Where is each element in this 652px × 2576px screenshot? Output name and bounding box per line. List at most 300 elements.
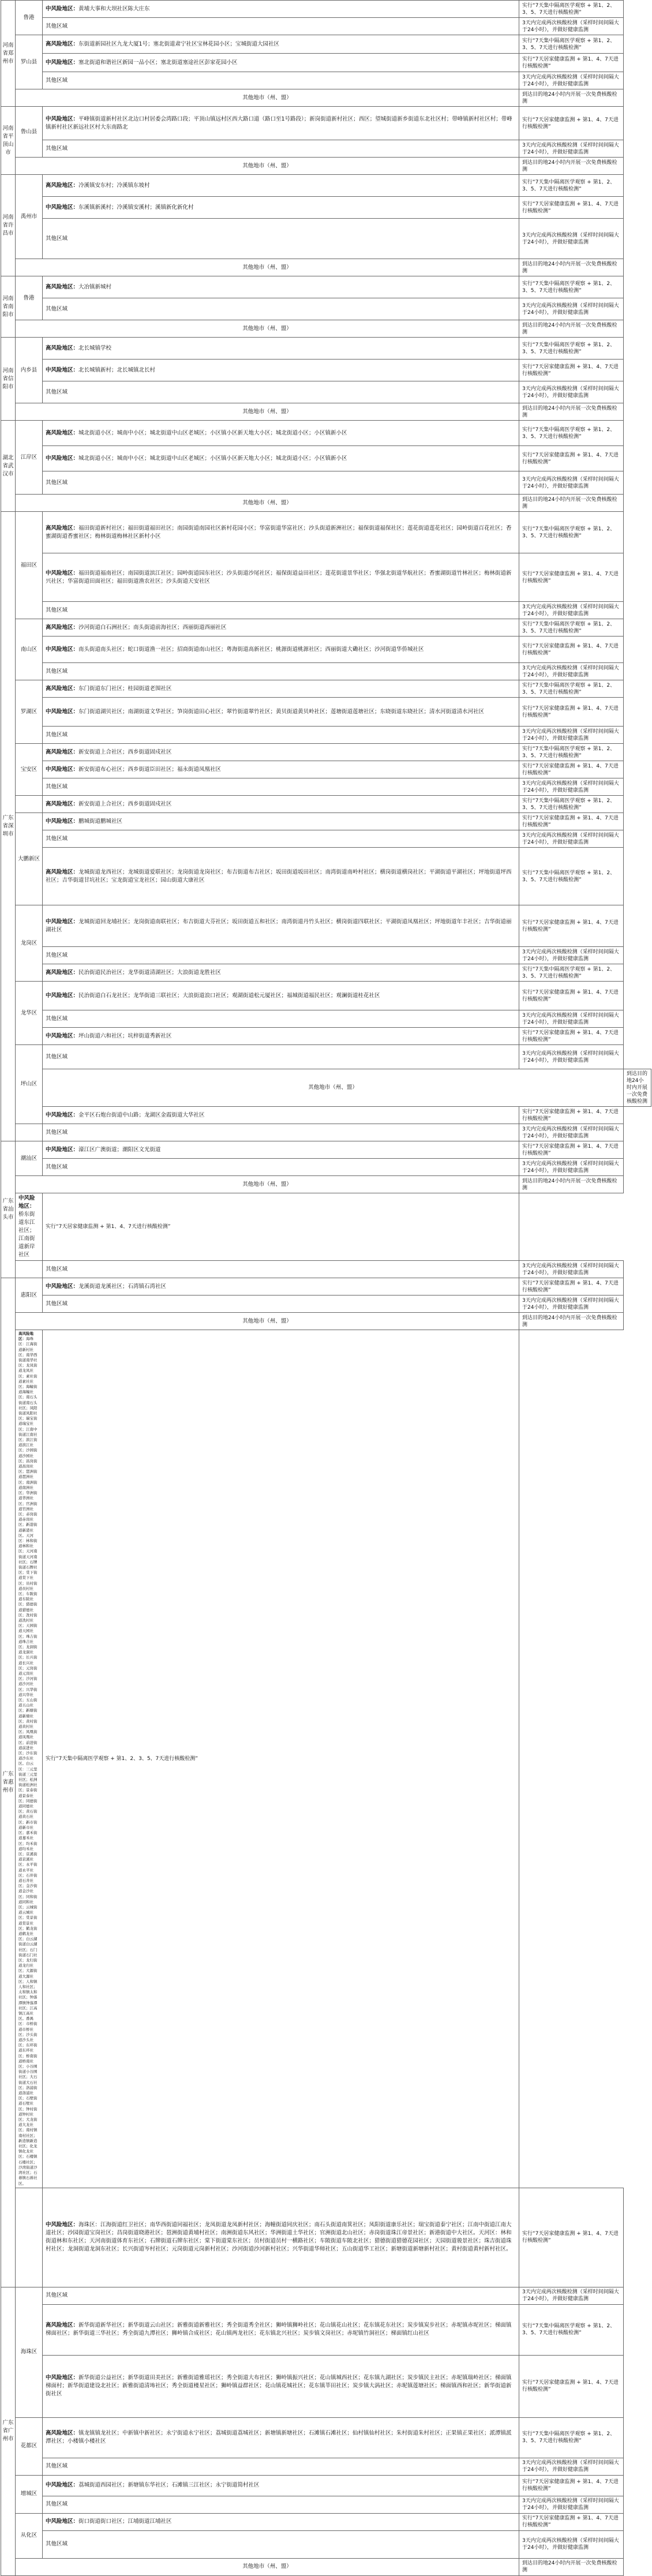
area-cell (43, 446, 519, 471)
table-row (1, 1107, 651, 1124)
table-row (1, 796, 651, 813)
area-cell (43, 1124, 519, 1141)
area-text: 荔城街道西园社区；新塘镇东华社区；石滩镇三江社区；永宁街道简村社区 (78, 2482, 260, 2489)
table-row (1, 848, 651, 905)
area-text: 福田街道新村社区；福田街道福田社区；南园街道南园社区新村花园小区；华富街道华富社区；沙头街道新洲社区；福保街道福保社区；莲花街道莲花社区；园岭街道百花社区；香蜜湖街道香蜜社区；梅林街道梅林社区新村小区 (46, 525, 512, 540)
table-row (1, 107, 651, 140)
area-cell (43, 905, 519, 947)
other-cities-cell: 其他地市（州、盟） (16, 259, 519, 276)
district-cell: 坪山区 (16, 1045, 43, 1124)
risk-level-label: 高风险地区： (46, 2430, 79, 2437)
table-row (1, 680, 651, 698)
control-measure-cell: 实行“7天集中隔离医学观察 + 第1、2、3、5、7天进行核酸检测” (519, 175, 624, 197)
risk-level-label: 中风险地区： (46, 1032, 79, 1039)
district-cell: 大鹏新区 (16, 813, 43, 905)
control-measure-cell: 实行“7天集中隔离医学观察 + 第1、2、3、5、7天进行核酸检测” (519, 619, 624, 636)
district-cell: 惠阳区 (16, 1278, 43, 1313)
area-cell (43, 619, 519, 636)
other-cities-cell: 其他地市（州、盟） (16, 1313, 519, 1330)
district-cell: 宝安区 (16, 744, 43, 796)
area-text: 新安街道布心社区；西乡街道臣田社区；福永街道凤凰社区 (78, 766, 222, 773)
area-text: 其他区域 (46, 235, 68, 242)
control-measure-cell: 3天内完成两次核酸检测（采样时间间隔大于24小时），并做好健康监测 (519, 1159, 624, 1176)
control-measure-cell: 实行“7天集中隔离医学观察 + 第1、2、3、5、7天进行核酸检测” (43, 1330, 519, 2188)
risk-level-label: 高风险地区： (46, 868, 79, 875)
area-cell (43, 381, 519, 403)
area-text: 海珠区：江海街道新村社区；南华西街道南华社区；龙凤街道龙凤社区；素社街道素社社区；海幢街道海幢社区；南石头街道南石头社区；凤阳街道凤阳社区；瑞宝街道瑞宝社区；江南中街道江南社区；滨江街道滨江社区；沙园街道沙园社区；昌岗街道昌岗社区；琶洲街道琶洲社区；南洲街道南洲社区；华洲街道华洲社区；官洲街道官洲社区；赤岗街道赤岗社区；新港街道新港社区。天河区：林和街道林和社区；天河南街道天河南社区；石牌街道石牌社区；棠下街道棠下社区；员村街道员村社区；车陂街道车陂社区；猎德街道猎德社区；冼村街道冼村社区；天园街道天园社区；珠吉街道珠吉社区；龙洞街道龙洞社区；长兴街道长兴社区；元岗街道元岗社区；沙河街道沙河社区；兴华街道兴华社区；五山街道五山社区；新塘街道新塘社区；黄村街道黄村社区；凤凰街道凤凰社区；前进街道前进社区；沙东街道沙东社区。白云区：三元里街道三元里社区；松洲街道松洲社区；景泰街道景泰社区；同德街道同德社区；黄石街道黄石社区；新市街道新市社区；嘉禾街道嘉禾社区；均禾街道均禾社区；京溪街道京溪社区；永平街道永平社区；石井街道石井社区；金沙街道金沙社区；同和街道同和社区；云城街道云城社区；棠景街道棠景社区；鹤龙街道鹤龙社区；白云湖街道白云湖社区；石门街道石门社区；龙归街道龙归社区；大源街道大源社区；人和镇人和社区；太和镇太和社区；钟落潭镇钟落潭社区；江高镇江高社区。番禺区：市桥街道市桥社区；沙头街道沙头社区；东环街道东环社区；桥南街道桥南社区；小谷围街道小谷围社区；大石街道大石社区；洛浦街道洛浦社区；石壁街道石壁社区；钟村街道钟村社区；大龙街道大龙社区；南村镇南村社区；新造镇新造社区；化龙镇化龙社区；石楼镇石楼社区；沙湾街道沙湾社区；石碁镇石碁社区。 (18, 1336, 38, 2186)
table-row (1, 2558, 651, 2575)
area-text: 其他区域 (46, 2501, 68, 2508)
area-text: 城北街道小区；城南中小区；城北街道中山区老城区；小区镇小区新天地大小区；城北街道小区；小区镇新小区 (78, 455, 347, 462)
control-measure-cell: 3天内完成两次核酸检测（采样时间间隔大于24小时），并做好健康监测 (519, 2458, 624, 2475)
control-measure-cell: 3天内完成两次核酸检测（采样时间间隔大于24小时），并做好健康监测 (519, 140, 624, 158)
area-cell (43, 35, 519, 54)
area-text: 其他区域 (46, 668, 68, 675)
area-cell (43, 848, 519, 905)
control-measure-cell: 实行“7天集中隔离医学观察 + 第1、2、3、5、7天进行核酸检测” (519, 512, 624, 553)
table-row (1, 471, 651, 495)
area-text: 东街道新园社区九龙大厦1号；塞北街道肃宁社区宝林花园小区；宝城街道大园社区 (78, 40, 280, 47)
table-row (1, 1124, 651, 1141)
control-measure-cell: 实行“7天集中隔离医学观察 + 第1、2、3、5、7天进行核酸检测” (519, 1, 624, 18)
district-cell: 福田区 (16, 512, 43, 619)
control-measure-cell: 到达目的地24小时内开展一次免费核酸检测 (519, 1176, 624, 1193)
district-cell: 花都区 (16, 2417, 43, 2475)
area-text: 其他区域 (46, 1053, 68, 1060)
area-cell (43, 2458, 519, 2475)
area-text: 冷溪镇安东村；冷溪镇东坡村 (78, 182, 150, 189)
area-text: 东溪镇新溪村；冷溪镇安溪村；溪镇新化新化村 (78, 204, 194, 211)
province-city-cell: 河南省平顶山市 (1, 107, 16, 175)
control-measure-cell: 实行“7天居家健康监测 + 第1、4、7天进行核酸检测” (519, 2355, 624, 2417)
table-row (1, 197, 651, 219)
area-text: 其他区域 (46, 731, 68, 738)
risk-level-label: 中风险地区： (46, 2222, 79, 2229)
table-row (1, 1141, 651, 1159)
risk-level-label: 高风险地区： (46, 969, 79, 976)
area-text: 新华街道公益社区；新华街道田美社区；新雅街道雅瑶社区；秀全街道大布社区；狮岭镇振兴社区；花山镇城西社区；花东镇九湖社区；炭步镇民主社区；赤坭镇瑞岭社区；梯面镇梯面村；新华街道建设北社区；新雅街道清㘵社区；秀全街道楼星社区；狮岭镇益群社区；花山镇花城社区；花东镇莘田社区；炭步镇大涡社区；赤坭镇莲塘社区；梯面镇西和社区；新华街道新街社区 (46, 2375, 512, 2398)
control-measure-cell: 3天内完成两次核酸检测（采样时间间隔大于24小时），并做好健康监测 (519, 18, 624, 35)
control-measure-cell: 3天内完成两次核酸检测（采样时间间隔大于24小时），并做好健康监测 (519, 1045, 624, 1069)
table-row (1, 1159, 651, 1176)
risk-level-label: 中风险地区： (46, 59, 79, 66)
other-cities-cell: 其他地市（州、盟） (16, 495, 519, 512)
area-cell (43, 2417, 519, 2458)
district-cell: 禹州市 (16, 175, 43, 259)
district-cell: 潮汕区 (16, 1141, 43, 1176)
area-cell (43, 830, 519, 848)
risk-level-label: 中风险地区： (46, 918, 79, 925)
table-row (1, 1193, 651, 1261)
area-cell (43, 1278, 519, 1296)
district-cell: 鲁港 (16, 1, 43, 35)
area-text: 平峰镇街道新村社区北边口村居委会湾路口段；平顶山镇远村区西大路口道（路口至1号路段）；新岗街道新村社区；西区；望城街道新乡街道东北社区村；带峰镇新村社区村；带峰镇新村社区新远社区村大东南路北 (46, 115, 512, 130)
area-text: 其他区域 (46, 23, 68, 29)
control-measure-cell: 3天内完成两次核酸检测（采样时间间隔大于24小时），并做好健康监测 (519, 778, 624, 796)
area-text: 东门街道湖贝社区；南湖街道文华社区；笋岗街道田心社区；翠竹街道翠竹社区；黄贝街道黄贝岭社区；莲塘街道莲塘社区；东晓街道东晓社区；清水河街道清水河社区 (78, 708, 485, 715)
area-text: 其他区域 (46, 388, 68, 395)
district-cell: 鲁港 (16, 276, 43, 320)
district-cell: 内乡县 (16, 338, 43, 403)
other-cities-cell: 其他地市（州、盟） (43, 1069, 624, 1107)
area-cell (43, 338, 519, 360)
area-cell (43, 663, 519, 680)
table-row (1, 259, 651, 276)
province-city-cell: 河南省许昌市 (1, 175, 16, 276)
area-text: 镇龙镇镇龙社区；中新镇中新社区；永宁街道永宁社区；荔城街道荔城社区；新塘镇新塘社区；石滩镇石滩社区；仙村镇仙村社区；朱村街道朱村社区；正果镇正果社区；派潭镇派潭社区；小楼镇小楼社区 (46, 2430, 512, 2445)
control-measure-cell: 3天内完成两次核酸检测（采样时间间隔大于24小时），并做好健康监测 (519, 947, 624, 964)
area-cell (43, 471, 519, 495)
district-cell: 鲁山县 (16, 107, 43, 158)
table-row (1, 2417, 651, 2458)
district-cell (16, 1124, 43, 1141)
table-row (1, 381, 651, 403)
area-cell (43, 2188, 519, 2287)
table-row (1, 175, 651, 197)
table-row (1, 2304, 651, 2355)
area-cell (43, 778, 519, 796)
control-measure-cell: 实行“7天居家健康监测 + 第1、4、7天进行核酸检测” (519, 761, 624, 778)
area-cell (43, 107, 519, 140)
area-text: 福田街道福南社区；南园街道滨江社区；园岭街道园东社区；沙头街道沙尾社区；福保街道益田社区；莲花街道景华社区；华强北街道华航社区；香蜜湖街道竹林社区；梅林街道新兴社区；华富街道田面社区；福田街道渔农社区；沙头街道天安社区 (46, 570, 512, 585)
area-text: 其他区域 (46, 1300, 68, 1307)
table-row (1, 54, 651, 72)
risk-level-label: 中风险地区： (46, 366, 79, 373)
risk-area-table-body (1, 1, 651, 2576)
area-cell (43, 219, 519, 259)
area-cell (43, 2530, 519, 2558)
area-text: 其他区域 (46, 952, 68, 958)
area-cell (43, 2475, 519, 2496)
table-row (1, 1330, 651, 2188)
table-row (1, 1313, 651, 1330)
table-row (1, 495, 651, 512)
control-measure-cell: 实行“7天居家健康监测 + 第1、4、7天进行核酸检测” (519, 360, 624, 381)
control-measure-cell: 实行“7天居家健康监测 + 第1、4、7天进行核酸检测” (519, 813, 624, 830)
risk-level-label: 中风险地区： (46, 1111, 79, 1118)
risk-level-label: 高风险地区： (46, 182, 79, 189)
risk-level-label: 中风险地区： (46, 2375, 79, 2382)
table-row (1, 158, 651, 175)
table-row (1, 698, 651, 727)
control-measure-cell: 3天内完成两次核酸检测（采样时间间隔大于24小时），并做好健康监测 (519, 663, 624, 680)
area-cell (43, 1141, 519, 1159)
control-measure-cell: 实行“7天集中隔离医学观察 + 第1、2、3、5、7天进行核酸检测” (519, 964, 624, 982)
district-cell: 罗山县 (16, 35, 43, 89)
table-row (1, 1010, 651, 1028)
area-cell (43, 982, 519, 1010)
area-text: 其他区域 (46, 1129, 68, 1136)
table-row (1, 761, 651, 778)
area-cell (43, 18, 519, 35)
area-text: 其他区域 (46, 2463, 68, 2470)
risk-level-label: 高风险地区： (46, 345, 79, 351)
area-cell (43, 964, 519, 982)
table-row (1, 18, 651, 35)
control-measure-cell: 实行“7天居家健康监测 + 第1、4、7天进行核酸检测” (519, 553, 624, 602)
control-measure-cell: 到达目的地24小时内开展一次免费核酸检测 (519, 403, 624, 421)
area-text: 金平区石炮台街道中山路；龙湖区金霞街道大华社区 (78, 1111, 205, 1118)
area-cell (43, 72, 519, 89)
control-measure-cell: 3天内完成两次核酸检测（采样时间间隔大于24小时），并做好健康监测 (519, 1124, 624, 1141)
district-cell: 龙岗区 (16, 905, 43, 982)
area-cell (43, 360, 519, 381)
risk-level-label: 高风险地区： (46, 283, 79, 290)
area-text: 其他区域 (46, 783, 68, 790)
control-measure-cell: 实行“7天居家健康监测 + 第1、4、7天进行核酸检测” (519, 107, 624, 140)
area-cell (43, 796, 519, 813)
area-text: 新安街道上合社区；西乡街道固戍社区 (78, 800, 172, 807)
province-city-cell: 广东省深圳市 (1, 512, 16, 1141)
risk-level-label: 高风险地区： (46, 429, 79, 436)
table-row (1, 89, 651, 107)
table-row (1, 446, 651, 471)
area-text: 北长城镇新村；北长城镇北长村 (78, 366, 156, 373)
risk-level-label: 中风险地区： (46, 204, 79, 211)
table-row (1, 1278, 651, 1296)
table-row (1, 276, 651, 298)
control-measure-cell: 实行“7天居家健康监测 + 第1、4、7天进行核酸检测” (43, 1193, 519, 1261)
control-measure-cell: 3天内完成两次核酸检测（采样时间间隔大于24小时），并做好健康监测 (519, 602, 624, 619)
area-cell (43, 276, 519, 298)
table-row (1, 778, 651, 796)
control-measure-cell: 实行“7天集中隔离医学观察 + 第1、2、3、5、7天进行核酸检测” (519, 2304, 624, 2355)
other-cities-cell: 其他地市（州、盟） (16, 403, 519, 421)
area-cell (43, 602, 519, 619)
area-text: 其他区域 (46, 77, 68, 84)
table-row (1, 1069, 651, 1107)
area-cell (43, 1028, 519, 1045)
area-cell (43, 1159, 519, 1176)
area-text: 民治街道民治社区；龙华街道清湖社区；大浪街道龙胜社区 (78, 969, 222, 976)
district-cell: 海珠区 (16, 2287, 43, 2417)
control-measure-cell: 实行“7天居家健康监测 + 第1、4、7天进行核酸检测” (519, 2513, 624, 2530)
control-measure-cell: 实行“7天集中隔离医学观察 + 第1、2、3、5、7天进行核酸检测” (519, 421, 624, 446)
control-measure-cell: 实行“7天居家健康监测 + 第1、4、7天进行核酸检测” (519, 197, 624, 219)
area-cell (43, 54, 519, 72)
table-row (1, 830, 651, 848)
table-row (1, 338, 651, 360)
table-row (1, 72, 651, 89)
table-row (1, 2188, 651, 2287)
control-measure-cell: 3天内完成两次核酸检测（采样时间间隔大于24小时），并做好健康监测 (519, 1010, 624, 1028)
control-measure-cell: 实行“7天集中隔离医学观察 + 第1、2、3、5、7天进行核酸检测” (519, 338, 624, 360)
risk-level-label: 中风险地区： (46, 570, 79, 576)
risk-level-label: 中风险地区： (46, 2518, 79, 2525)
province-city-cell: 广东省广州市 (1, 2287, 16, 2575)
risk-level-label: 高风险地区： (46, 800, 79, 807)
area-cell (43, 727, 519, 744)
area-cell (16, 1330, 43, 2188)
area-text: 大冶镇新城村 (78, 283, 112, 290)
district-cell (16, 1261, 43, 1278)
area-text: 其他区域 (46, 145, 68, 152)
control-measure-cell: 3天内完成两次核酸检测（采样时间间隔大于24小时），并做好健康监测 (519, 2287, 624, 2304)
area-cell (43, 947, 519, 964)
district-cell: 增城区 (16, 2475, 43, 2513)
control-measure-cell: 实行“7天居家健康监测 + 第1、4、7天进行核酸检测” (519, 1278, 624, 1296)
control-measure-cell: 实行“7天集中隔离医学观察 + 第1、2、3、5、7天进行核酸检测” (519, 848, 624, 905)
control-measure-cell: 3天内完成两次核酸检测（采样时间间隔大于24小时），并做好健康监测 (519, 2530, 624, 2558)
area-cell (43, 813, 519, 830)
risk-level-label: 中风险地区： (46, 2482, 79, 2489)
risk-level-label: 高风险地区： (46, 2322, 79, 2329)
other-cities-cell: 其他地市（州、盟） (16, 2558, 519, 2575)
area-cell (43, 421, 519, 446)
table-row (1, 2287, 651, 2304)
control-measure-cell: 实行“7天居家健康监测 + 第1、4、7天进行核酸检测” (519, 905, 624, 947)
area-text: 鹏城街道鹏城社区 (78, 818, 123, 825)
area-cell (43, 1010, 519, 1028)
control-measure-cell: 实行“7天居家健康监测 + 第1、4、7天进行核酸检测” (519, 446, 624, 471)
area-text: 龙城街道龙西社区；龙城街道爱联社区；龙岗街道龙岗社区；布吉街道布吉社区；坂田街道坂田社区；南湾街道南岭村社区；横岗街道横岗社区；平湖街道平湖社区；坪地街道坪西社区；吉华街道甘坑社区；宝龙街道宝龙社区；园山街道大康社区 (46, 868, 512, 883)
area-text: 海珠区：江海街道红卫社区；南华西街道同福社区；龙凤街道龙凤新村社区；海幢街道同庆社区；南石头街道南箕社区；凤阳街道康乐社区；瑞宝街道泰宁社区；江南中街道江南大道社区；沙园街道宝岗社区；昌岗街道晓港社区；琶洲街道黄埔村社区；南洲街道东风社区；华洲街道土华社区；官洲街道北山社区；赤岗街道珠江帝景社区；新港街道中大社区。天河区：林和街道林和东社区；天河南街道体育东社区；石牌街道石牌东社区；棠下街道棠东社区；员村街道员村一横路社区；车陂街道车陂北社区；猎德街道猎德花园社区；天园街道骏景社区；珠吉街道珠村社区；龙洞街道龙洞东社区；长兴街道岑村社区；元岗街道元岗新村社区；沙河街道沙河新村社区；兴华街道华师社区；五山街道华工社区；新塘街道新塘新村社区；黄村街道黄村新村社区。 (46, 2222, 512, 2253)
area-text: 其他区域 (46, 2541, 68, 2548)
control-measure-cell: 到达目的地24小时内开展一次免费核酸检测 (519, 158, 624, 175)
risk-level-label: 中风险地区： (46, 1283, 79, 1290)
area-text: 街口街道街口社区；江埔街道江埔社区 (78, 2518, 172, 2525)
area-text: 其他区域 (46, 1015, 68, 1022)
other-cities-cell: 其他地市（州、盟） (16, 89, 519, 107)
control-measure-cell: 3天内完成两次核酸检测（采样时间间隔大于24小时），并做好健康监测 (519, 381, 624, 403)
control-measure-cell: 实行“7天居家健康监测 + 第1、4、7天进行核酸检测” (519, 54, 624, 72)
table-row (1, 744, 651, 761)
area-text: 其他区域 (46, 479, 68, 486)
area-text: 沙河街道白石洲社区；南头街道前海社区；西丽街道西丽社区 (78, 624, 227, 631)
control-measure-cell: 实行“7天居家健康监测 + 第1、4、7天进行核酸检测” (519, 2188, 624, 2287)
table-row (1, 964, 651, 982)
area-cell (43, 1045, 519, 1069)
other-cities-cell: 其他地市（州、盟） (16, 158, 519, 175)
area-cell (43, 1107, 519, 1124)
control-measure-cell: 3天内完成两次核酸检测（采样时间间隔大于24小时），并做好健康监测 (519, 298, 624, 320)
risk-level-label: 中风险地区： (18, 1195, 35, 1210)
province-city-cell: 广东省汕头市 (1, 1141, 16, 1278)
table-row (1, 602, 651, 619)
table-row (1, 2496, 651, 2513)
control-measure-cell: 实行“7天集中隔离医学观察 + 第1、2、3、5、7天进行核酸检测” (519, 680, 624, 698)
area-text: 龙溪街道龙溪社区；石湾镇石湾社区 (78, 1283, 167, 1290)
control-measure-cell: 到达目的地24小时内开展一次免费核酸检测 (519, 495, 624, 512)
area-cell (43, 1296, 519, 1313)
area-cell (43, 140, 519, 158)
table-row (1, 360, 651, 381)
risk-level-label: 中风险地区： (46, 455, 79, 462)
table-row (1, 813, 651, 830)
control-measure-cell: 3天内完成两次核酸检测（采样时间间隔大于24小时），并做好健康监测 (519, 219, 624, 259)
risk-level-label: 高风险地区： (18, 1331, 33, 1342)
province-city-cell: 广东省惠州市 (1, 1278, 16, 2287)
table-row (1, 1261, 651, 1278)
area-cell (43, 197, 519, 219)
table-row (1, 1045, 651, 1069)
control-measure-cell: 实行“7天居家健康监测 + 第1、4、7天进行核酸检测” (519, 982, 624, 1010)
control-measure-cell: 实行“7天集中隔离医学观察 + 第1、2、3、5、7天进行核酸检测” (519, 35, 624, 54)
risk-level-label: 中风险地区： (46, 5, 79, 12)
risk-level-label: 高风险地区： (46, 685, 79, 692)
control-measure-cell: 到达目的地24小时内开展一次免费核酸检测 (519, 320, 624, 338)
control-measure-cell: 到达目的地24小时内开展一次免费核酸检测 (519, 89, 624, 107)
table-row (1, 636, 651, 663)
control-measure-cell: 3天内完成两次核酸检测（采样时间间隔大于24小时），并做好健康监测 (519, 2496, 624, 2513)
control-measure-cell: 到达目的地24小时内开展一次免费核酸检测 (624, 1069, 651, 1107)
province-city-cell: 河南省南阳市 (1, 276, 16, 338)
district-cell: 从化区 (16, 2513, 43, 2558)
control-measure-cell: 到达目的地24小时内开展一次免费核酸检测 (519, 259, 624, 276)
province-city-cell: 湖北省武汉市 (1, 421, 16, 512)
control-measure-cell: 3天内完成两次核酸检测（采样时间间隔大于24小时），并做好健康监测 (519, 72, 624, 89)
province-city-cell: 河南省信阳市 (1, 338, 16, 421)
area-text: 其他区域 (46, 1163, 68, 1170)
area-cell (43, 680, 519, 698)
control-measure-cell: 实行“7天居家健康监测 + 第1、4、7天进行核酸检测” (519, 1107, 624, 1124)
area-cell (43, 2496, 519, 2513)
district-cell: 罗湖区 (16, 680, 43, 744)
area-text: 其他区域 (46, 305, 68, 312)
district-cell (16, 796, 43, 813)
risk-area-table (1, 0, 651, 2576)
district-cell: 龙华区 (16, 982, 43, 1045)
area-cell (43, 761, 519, 778)
control-measure-cell: 3天内完成两次核酸检测（采样时间间隔大于24小时），并做好健康监测 (519, 830, 624, 848)
control-measure-cell: 实行“7天居家健康监测 + 第1、4、7天进行核酸检测” (519, 2475, 624, 2496)
area-text: 其他区域 (46, 835, 68, 842)
table-row (1, 1176, 651, 1193)
area-cell (43, 512, 519, 553)
other-cities-cell: 其他地市（州、盟） (16, 320, 519, 338)
control-measure-cell: 3天内完成两次核酸检测（采样时间间隔大于24小时），并做好健康监测 (519, 1261, 624, 1278)
control-measure-cell: 实行“7天居家健康监测 + 第1、4、7天进行核酸检测” (519, 1141, 624, 1159)
area-text: 桥东街道东江社区；江南街道新岸社区 (18, 1211, 35, 1258)
risk-level-label: 中风险地区： (46, 708, 79, 715)
area-cell (43, 1261, 519, 1278)
area-text: 黄埔大事和大坝社区陈大庄东 (78, 5, 150, 12)
area-text: 塞北街道和谐社区新园一品小区；塞北街道塞途社区彭家花园小区 (78, 59, 238, 66)
area-text: 新华街道新华社区；新华街道云山社区；新雅街道新雅社区；秀全街道秀全社区；狮岭镇狮岭社区；花山镇花山社区；花东镇花东社区；炭步镇炭步社区；赤坭镇赤坭社区；梯面镇梯面社区；新华街道三华社区；秀全街道九潭社区；狮岭镇合成社区；花山镇两龙社区；花东镇北兴社区；炭步镇文岗社区；赤坭镇竹洞社区；梯面镇红山社区 (46, 2322, 512, 2337)
table-row (1, 298, 651, 320)
control-measure-cell: 实行“7天集中隔离医学观察 + 第1、2、3、5、7天进行核酸检测” (519, 276, 624, 298)
risk-level-label: 中风险地区： (46, 766, 79, 773)
risk-level-label: 中风险地区： (46, 1146, 79, 1153)
area-cell (16, 1193, 43, 1261)
table-row (1, 2513, 651, 2530)
control-measure-cell: 实行“7天居家健康监测 + 第1、4、7天进行核酸检测” (519, 1028, 624, 1045)
table-row (1, 1, 651, 18)
table-row (1, 553, 651, 602)
area-text: 濠江区广澳街道；潮阳区文光街道 (78, 1146, 161, 1153)
area-text: 城北街道小区；城南中小区；城北街道中山区老城区；小区镇小区新天地大小区；城北街道小区；小区镇新小区 (78, 429, 347, 436)
table-row (1, 727, 651, 744)
control-measure-cell: 实行“7天集中隔离医学观察 + 第1、2、3、5、7天进行核酸检测” (519, 2417, 624, 2458)
area-cell (43, 175, 519, 197)
area-text: 其他区域 (46, 2292, 68, 2299)
area-text: 东门街道东门社区；桂园街道老围社区 (78, 685, 172, 692)
area-cell (43, 636, 519, 663)
area-text: 民治街道白石龙社区；龙华街道三联社区；大浪街道浪口社区；观湖街道松元厦社区；福城街道福民社区；观澜街道桂花社区 (78, 992, 380, 999)
control-measure-cell: 到达目的地24小时内开展一次免费核酸检测 (519, 2558, 624, 2575)
table-row (1, 320, 651, 338)
risk-level-label: 中风险地区： (46, 646, 79, 653)
district-cell (16, 2188, 43, 2287)
table-row (1, 2458, 651, 2475)
table-row (1, 512, 651, 553)
control-measure-cell: 3天内完成两次核酸检测（采样时间间隔大于24小时），并做好健康监测 (519, 1296, 624, 1313)
table-row (1, 421, 651, 446)
area-text: 新安街道上合社区；西乡街道固戍社区 (78, 748, 172, 755)
table-row (1, 2530, 651, 2558)
control-measure-cell: 实行“7天集中隔离医学观察 + 第1、2、3、5、7天进行核酸检测” (519, 796, 624, 813)
table-row (1, 2355, 651, 2417)
